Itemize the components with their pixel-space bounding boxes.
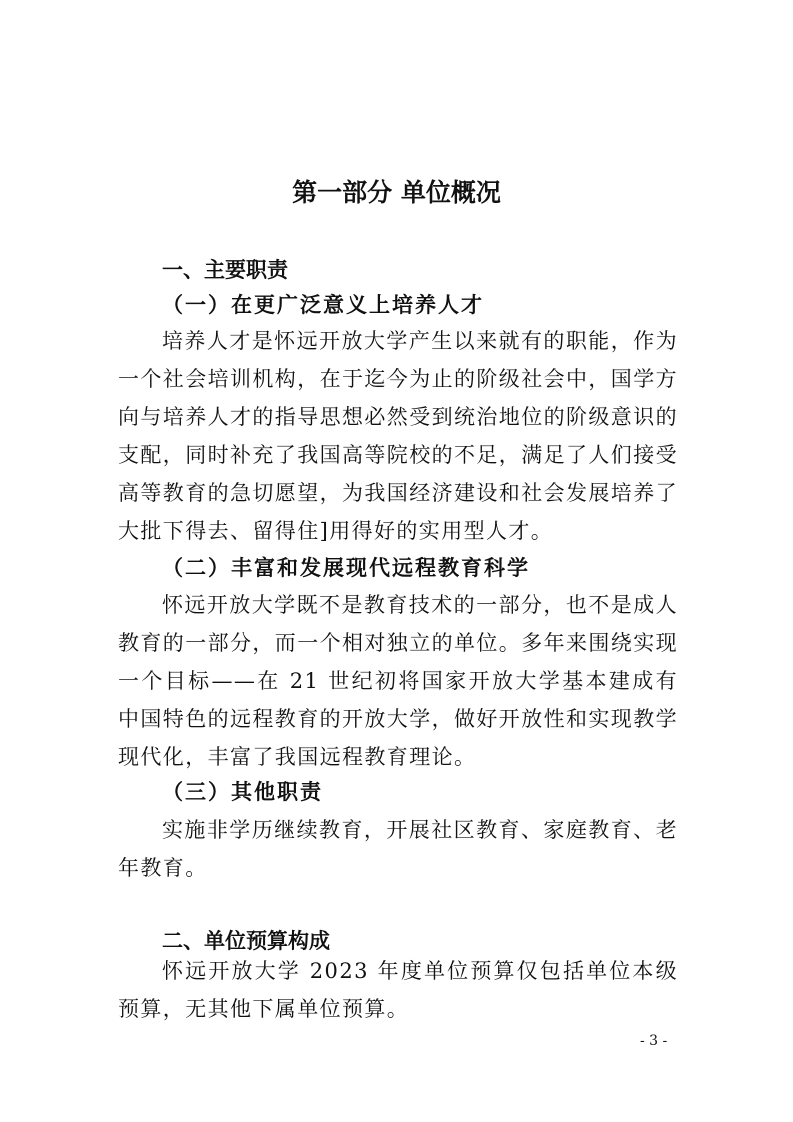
paragraph-other-duties: 实施非学历继续教育，开展社区教育、家庭教育、老年教育。 — [118, 818, 678, 880]
paragraph-budget-composition: 怀远开放大学 2023 年度单位预算仅包括单位本级预算，无其他下属单位预算。 — [118, 959, 678, 1021]
page-title: 第一部分 单位概况 — [292, 178, 501, 207]
paragraph-talent-training: 培养人才是怀远开放大学产生以来就有的职能，作为一个社会培训机构，在于迄今为止的阶级社会中，国学方向与培养人才的指导思想必然受到统治地位的阶级意识的支配，同时补充了我国高等院校的不足，满足了人们接受高等教育的急切愿望，为我国经济建设和社会发展培养了大批下得去、留得住]用得好的实用型人才。 — [118, 329, 678, 543]
paragraph-distance-education: 怀远开放大学既不是教育技术的一部分，也不是成人教育的一部分，而一个相对独立的单位。多年来围绕实现一个目标——在 21 世纪初将国家开放大学基本建成有中国特色的远程教育的开放大学，做好开放性和实现教学现代化，丰富了我国远程教育理论。 — [118, 593, 678, 769]
subsection-heading-other-duties: （三）其他职责 — [162, 779, 323, 804]
section-heading-budget-composition: 二、单位预算构成 — [162, 929, 330, 953]
section-heading-main-duties: 一、主要职责 — [162, 258, 288, 282]
subsection-heading-distance-education: （二）丰富和发展现代远程教育科学 — [162, 555, 530, 580]
page-number: - 3 - — [640, 1033, 668, 1049]
subsection-heading-talent-training: （一）在更广泛意义上培养人才 — [162, 292, 484, 317]
